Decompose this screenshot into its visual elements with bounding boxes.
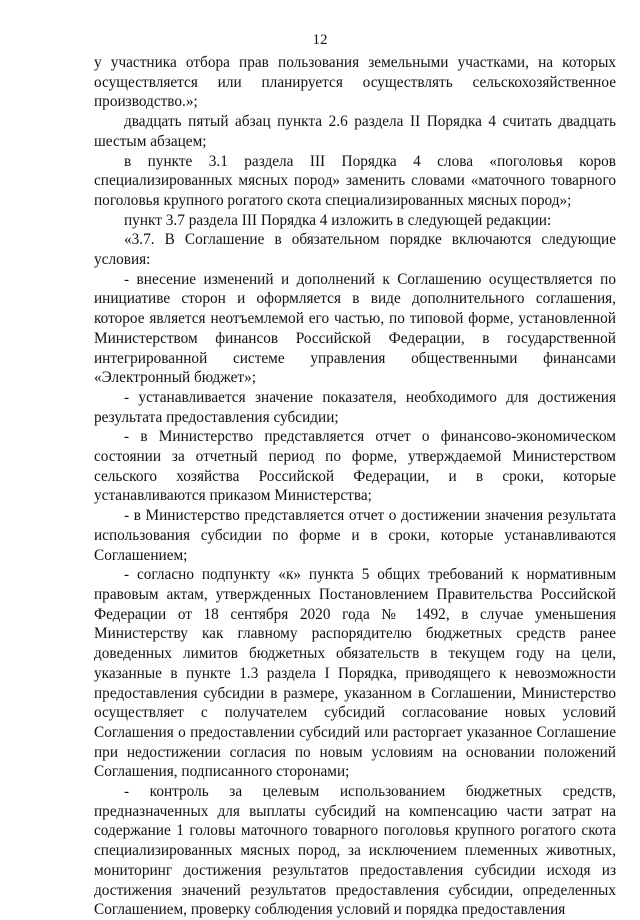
paragraph: пункт 3.7 раздела III Порядка 4 изложить в следующей редакции:	[124, 211, 552, 229]
paragraph: в пункте 3.1 раздела III Порядка 4 слова «поголовья коров специализированных мясных пород» заменить словами «маточного товарного поголовья крупного рогатого скота специализированных мясных пород»;	[94, 152, 616, 209]
document-body	[94, 53, 616, 920]
paragraph: - внесение изменений и дополнений к Соглашению осуществляется по инициативе сторон и оформляется в виде дополнительного соглашения, которое является неотъемлемой его частью, по типовой форме, установленной Министерством финансов Российской Федерации, в государственной интегрированной системе управления общественными финансами «Электронный бюджет»;	[94, 270, 616, 387]
paragraph: - устанавливается значение показателя, необходимого для достижения результата предоставления субсидии;	[94, 388, 616, 426]
paragraph: «3.7. В Соглашение в обязательном порядке включаются следующие условия:	[94, 231, 616, 269]
paragraph: - в Министерство представляется отчет о достижении значения результата использования субсидии по форме и в сроки, которые устанавливаются Соглашением;	[94, 507, 616, 564]
paragraph: - контроль за целевым использованием бюджетных средств, предназначенных для выплаты субсидий на компенсацию части затрат на содержание 1 головы маточного товарного поголовья крупного рогатого скота специализированных мясных пород, за исключением племенных животных, мониторинг достижения результатов предоставления субсидии исходя из достижения значений результатов предоставления субсидии, определенных Соглашением, проверку соблюдения условий и порядка предоставления	[94, 783, 616, 919]
paragraph: - согласно подпункту «к» пункта 5 общих требований к нормативным правовым актам, утвержденных Постановлением Правительства Российской Федерации от 18 сентября 2020 года № 1492, в случае уменьшения Министерству как главному распорядителю бюджетных средств ранее доведенных лимитов бюджетных обязательств в текущем году на цели, указанные в пункте 1.3 раздела I Порядка, приводящего к невозможности предоставления субсидии в размере, указанном в Соглашении, Министерство осуществляет с получателем субсидий согласование новых условий Соглашения о предоставлении субсидий или расторгает указанное Соглашение при недостижении согласия по новым условиям на основании положений Соглашения, подписанного сторонами;	[94, 566, 616, 781]
page-number: 12	[312, 32, 328, 48]
paragraph: двадцать пятый абзац пункта 2.6 раздела II Порядка 4 считать двадцать шестым абзацем;	[94, 113, 616, 150]
paragraph: у участника отбора прав пользования земельными участками, на которых осуществляется или планируется осуществлять сельскохозяйственное производство.»;	[94, 54, 616, 111]
paragraph: - в Министерство представляется отчет о финансово-экономическом состоянии за отчетный период по форме, утверждаемой Министерством сельского хозяйства Российской Федерации, и в сроки, которые устанавливаются приказом Министерства;	[94, 428, 616, 505]
